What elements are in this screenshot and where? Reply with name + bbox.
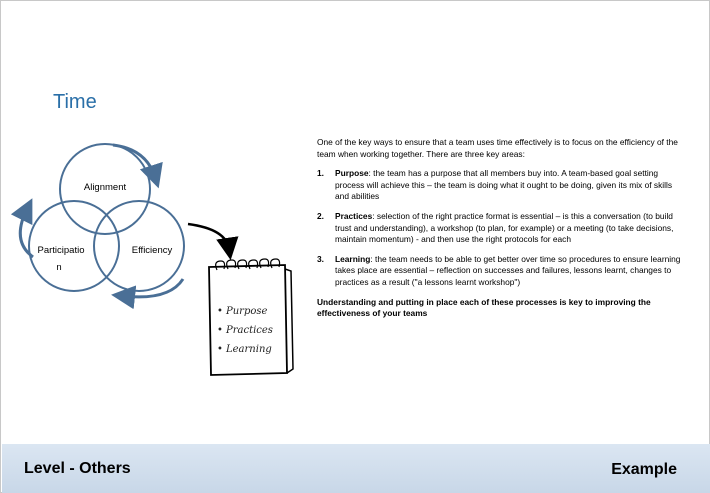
footer-example-label: Example bbox=[611, 461, 677, 478]
cycle-arrow-top bbox=[113, 145, 155, 177]
notepad-item-learning: Learning bbox=[226, 344, 272, 355]
label-alignment: Alignment bbox=[83, 182, 127, 193]
key-areas-list bbox=[317, 168, 687, 288]
label-participation-2: n bbox=[56, 262, 62, 273]
arrow-to-notepad bbox=[188, 224, 229, 249]
label-participation-1: Participatio bbox=[37, 245, 85, 256]
conclusion-paragraph: Understanding and putting in place each of these processes is key to improving the effectiveness of your teams bbox=[317, 296, 651, 319]
notepad-item-purpose: Purpose bbox=[226, 306, 268, 317]
footer-level-label: Level - Others bbox=[24, 460, 131, 477]
svg-text:•: • bbox=[217, 325, 223, 336]
notepad-item-practices: Practices bbox=[226, 325, 273, 336]
body-text bbox=[317, 137, 687, 320]
label-efficiency: Efficiency bbox=[131, 245, 173, 256]
slide-title: Time bbox=[53, 91, 97, 113]
list-item: 1. Purpose: the team has a purpose that all members buy into. A team-based goal setting process will achieve this – the team is doing what it ought to be doing, given its mix of skills and abilities bbox=[317, 168, 673, 202]
list-item: 3. Learning: the team needs to be able to get better over time so procedures to ensure learning takes place are essential – reflection on successes and failures, lessons learnt, changes to practices as a result ("a lessons learnt workshop") bbox=[317, 253, 681, 287]
svg-text:•: • bbox=[217, 344, 223, 355]
footer-bar bbox=[2, 444, 710, 493]
notepad-sketch bbox=[201, 257, 301, 381]
svg-text:•: • bbox=[217, 306, 223, 317]
intro-paragraph: One of the key ways to ensure that a team uses time effectively is to focus on the efficiency of the team when working together. There are three key areas: bbox=[317, 137, 678, 159]
list-item: 2. Practices: selection of the right practice format is essential – is this a conversation (to build trust and understanding), a workshop (to plan, for example) or a meeting (to take decisions, maintain momentum) - and then use the right protocols for each bbox=[317, 210, 674, 245]
